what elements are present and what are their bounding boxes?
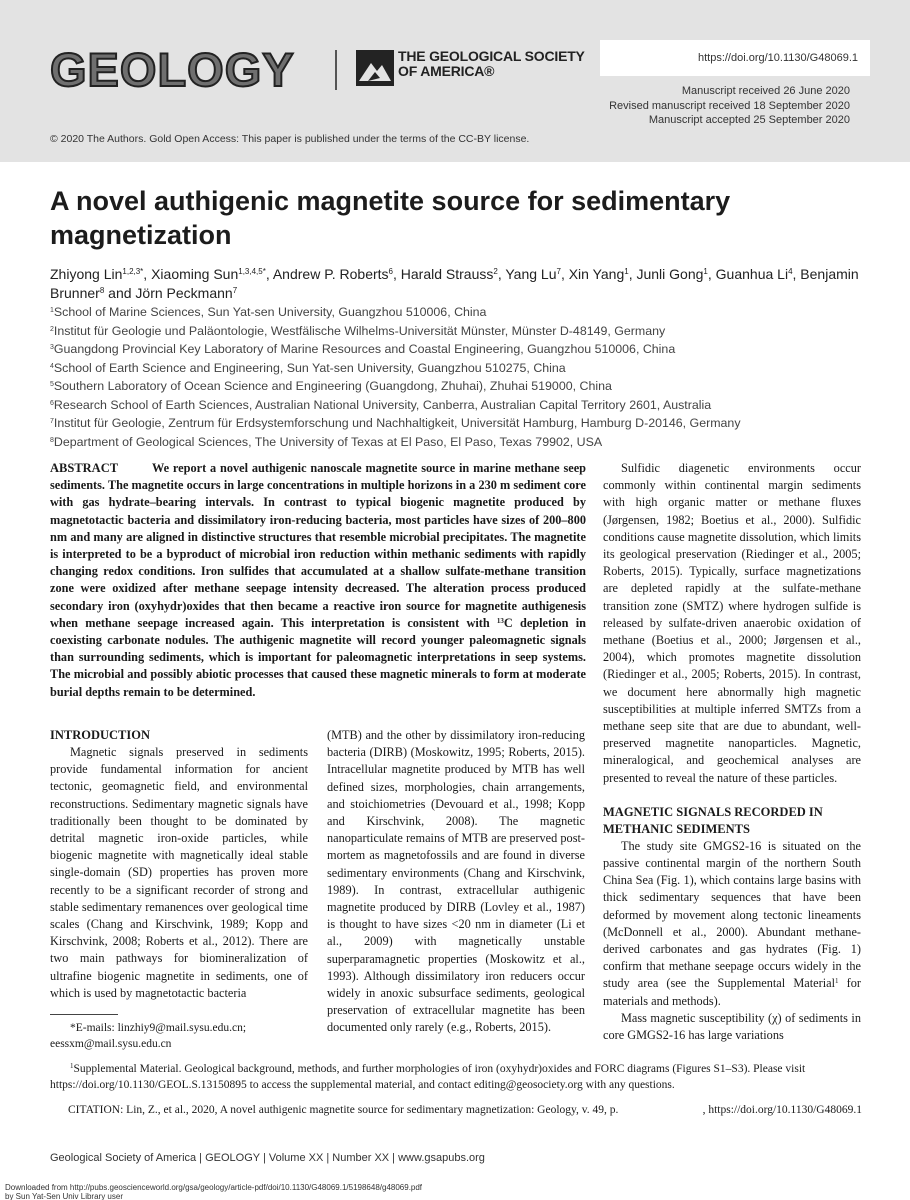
abstract-part-1: We report a novel authigenic nanoscale magnetite source in marine methane seep sediments. The magnetite occurs in large concentrations in multiple horizons in a 230 m sediment core with gas hydrate–bearing intervals. In contrast to typical biogenic magnetite produced by magnetotactic bacteria and dissimilatory iron-reducing bacteria, most particles have sizes of 200–800 nm and many are aligned in distinctive structures that resemble microbial precipitates. The magnetite is interpreted to be a byproduct of microbial iron reduction within methanic sediments with rapidly changing redox conditions. Iron sulfides that accumulated at a shallow sulfate-methane transition zone were oxidized after methane seepage intensity decreased. The alteration process produced secondary iron (oxyhydr)oxides that then became a reactive iron source for magnetite authigenesis when methane seepage increased again. This interpretation is consistent with [50,461,586,630]
author-separator: , [143,266,152,282]
author-name: Zhiyong Lin [50,266,123,282]
isotope-superscript: 13 [496,616,504,625]
author-separator: , [560,266,569,282]
received-date: Manuscript received 26 June 2020 [681,85,850,97]
author-affiliation-mark: 1,3,4,5* [238,267,266,276]
author-affiliation-mark: 7 [232,286,238,295]
affiliation-item [50,322,860,341]
affiliation-text: Southern Laboratory of Ocean Science and Engineering (Guangdong, Zhuhai), Zhuhai 519000, China [53,379,612,393]
author-affiliation-mark: 7 [556,267,561,276]
author-separator: and [104,285,136,301]
article-title: A novel authigenic magnetite source for sedimentary magnetization [50,186,731,250]
affiliation-item [50,377,860,396]
publisher-line-2: OF AMERICA® [398,63,495,79]
author-separator: , [497,266,506,282]
affiliation-text: Guangdong Provincial Key Laboratory of Marine Resources and Coastal Engineering, Guangzhou 510006, China [53,342,676,356]
intro-column-1 [50,727,308,1002]
magnetic-signals-heading: MAGNETIC SIGNALS RECORDED IN METHANIC SEDIMENTS [603,804,823,836]
download-line-2: by Sun Yat-Sen Univ Library user [5,1192,123,1200]
affiliation-number: 8 [50,436,54,444]
sulfidic-paragraph: Sulfidic diagenetic environments occur commonly within continental margin sediments with high organic matter or methane fluxes (Jørgensen, 1982; Boetius et al., 2000). Sulfidic conditions cause magnetite dissolution, which limits its geological preservation (Riedinger et al., 2005; Roberts, 2015). Typically, surface magnetizations are depleted rapidly at the sulfate-methane transition zone (SMTZ) where hydrogen sulfide is released by sulfate-driven anaerobic oxidation of methane (Boetius et al., 2000; Jørgensen et al., 2004), which promotes magnetite dissolution (Riedinger et al., 2005; Roberts, 2015). In contrast, we document here abnormally high magnetic susceptibilities at multiple inferred SMTZs from a methane seep site that are due to abundant, well-preserved magnetite nanoparticles. Magnetic, mineralogical, and geochemical analyses are presented to reveal the nature of these particles. [603,461,861,785]
download-notice [5,1183,422,1200]
accepted-date: Manuscript accepted 25 September 2020 [648,114,850,126]
author-affiliation-mark: 1 [703,267,708,276]
doi-box [600,40,870,76]
author-name: Xin Yang [568,266,625,282]
affiliation-number: 4 [50,362,54,370]
author-separator: , [393,266,401,282]
author-separator: , [265,266,273,282]
author-name: Harald Strauss [400,266,494,282]
publisher-name [398,49,585,79]
author-name: Xiaoming Sun [151,266,239,282]
affiliation-number: 3 [50,344,54,351]
affiliation-item [50,340,860,359]
author-name: Junli Gong [636,266,704,282]
author-separator: , [628,266,637,282]
supplemental-note-text: Supplemental Material. Geological background, methods, and further morphologies of iron (oxyhydr)oxides and FORC diagrams (Figures S1–S3). Please visit https://doi.org/10.1130/GEOL.S.13150895 to access the supplemental material, and contact editing@geosociety.org with any questions. [50,1063,806,1091]
author-separator: , [792,266,801,282]
manuscript-dates [609,84,850,128]
affiliation-list [50,303,860,451]
affiliation-number: 7 [50,418,54,425]
susceptibility-paragraph: Mass magnetic susceptibility (χ) of sediments in core GMGS2-16 has large variations [603,1010,861,1043]
affiliation-text: School of Marine Sciences, Sun Yat-sen University, Guangzhou 510006, China [53,305,487,319]
affiliation-text: Research School of Earth Sciences, Australian National University, Canberra, Australian Capital Territory 2601, Australia [53,397,712,412]
affiliation-item [50,414,860,433]
author-affiliation-mark: 2 [493,267,498,276]
supplemental-note-mark: 1 [70,1062,74,1070]
abstract-text [50,460,586,701]
author-name: Yang Lu [505,266,557,282]
affiliation-item [50,396,860,415]
intro-paragraph-continued: (MTB) and the other by dissimilatory iron-reducing bacteria (DIRB) (Moskowitz, 1995; Roberts, 2015). Intracellular magnetite produced by MTB has well defined sizes, morphologies, chain arrangements, and stoichiometries (Devouard et al., 1998; Kopp and Kirschvink, 2008). The magnetic nanoparticulate remains of MTB are preserved post-mortem as magnetofossils and are found in diverse sedimentary environments (Chang and Kirschvink, 1989). In contrast, extracellular authigenic magnetite produced by DIRB (Lovley et al., 1987) is thought to have sizes <20 nm in diameter (Li et al., 2009) with magnetically unstable superparamagnetic properties (Moskowitz et al., 1993). Although dissimilatory iron reducers occur widely in anoxic subsurface sediments, geological preservation of extracellular magnetite has been documented only rarely (e.g., Roberts, 2015). [327,728,585,1035]
author-list [50,265,860,303]
gsa-logo-icon [356,50,394,86]
affiliation-text: Institut für Geologie, Zentrum für Erdsystemforschung und Nachhaltigkeit, Universität Hamburg, Hamburg D-20146, Germany [53,416,741,430]
study-site-end: for materials and methods). [603,976,861,1008]
affiliation-text: Institut für Geologie und Paläontologie, Westfälische Wilhelms-Universität Münster, Münster D-48149, Germany [53,323,666,338]
author-affiliation-mark: 1,2,3* [122,267,144,276]
journal-footer: Geological Society of America | GEOLOGY | Volume XX | Number XX | www.gsapubs.org [50,1152,485,1164]
affiliation-text: Department of Geological Sciences, The University of Texas at El Paso, El Paso, Texas 79902, USA [53,434,603,449]
affiliation-number: 5 [50,381,54,388]
email-footnote: *E-mails: linzhiy9@mail.sysu.edu.cn; eessxm@mail.sysu.edu.cn [50,1022,247,1050]
author-name: Guanhua Li [715,266,789,282]
affiliation-item [50,359,860,378]
author-affiliation-mark: 6 [388,267,393,276]
license-notice: © 2020 The Authors. Gold Open Access: This paper is published under the terms of the CC-BY license. [50,133,530,145]
study-site-text: The study site GMGS2-16 is situated on the passive continental margin of the northern South China Sea (Fig. 1), which contains large basins with thick sedimentary sequences that have been deformed by movement along tectonic lineaments (McDonnell et al., 2000). Abundant methane-derived carbonates and gas hydrates (Fig. 1) confirm that methane seepage occurs widely in the study area (see the Supplemental Material [603,838,861,991]
author-affiliation-mark: 8 [99,286,105,295]
supplemental-ref: 1 [834,977,839,986]
author-name: Jörn Peckmann [135,285,233,301]
download-line-1: Downloaded from http://pubs.geoscienceworld.org/gsa/geology/article-pdf/doi/10.1130/G48069.1/5198648/g48069.pdf [5,1183,423,1192]
citation-doi[interactable]: , https://doi.org/10.1130/G48069.1 [702,1104,862,1116]
doi-link[interactable]: https://doi.org/10.1130/G48069.1 [697,52,858,64]
author-separator: , [707,266,716,282]
author-name: Benjamin Brunner [50,266,859,301]
introduction-heading: INTRODUCTION [50,728,151,742]
affiliation-text: School of Earth Science and Engineering, Sun Yat-sen University, Guangzhou 510275, China [53,360,566,375]
author-affiliation-mark: 4 [788,267,793,276]
journal-logo: GEOLOGY [50,43,295,96]
affiliation-number: 1 [50,307,54,314]
affiliation-item [50,433,860,452]
revised-date: Revised manuscript received 18 September 2020 [609,99,850,112]
intro-column-2 [327,727,585,1037]
affiliation-number: 6 [50,399,54,407]
logo-divider [335,50,337,90]
affiliation-item [50,303,860,322]
abstract-heading: ABSTRACT [50,461,119,475]
right-column [603,460,861,1044]
affiliation-number: 2 [50,325,54,333]
author-name: Andrew P. Roberts [272,266,389,282]
abstract-part-2: C depletion in coexisting carbonate nodules. The authigenic magnetite will record younger paleomagnetic signals than surrounding sediments, which is important for paleomagnetic interpretations in seep systems. The microbial and possibly abiotic processes that caused these magnetic minerals to form at moderate burial depths remain to be determined. [50,615,586,699]
citation-line: CITATION: Lin, Z., et al., 2020, A novel authigenic magnetite source for sedimentary magnetization: Geology, v. 49, p. [68,1104,619,1116]
intro-paragraph-1: Magnetic signals preserved in sediments provide fundamental information for ancient tectonic, geomagnetic field, and environmental reconstructions. Sedimentary magnetic signals have traditionally been thought to be dominated by detrital magnetic iron-oxide particles, while biogenic magnetite with magnetically ideal stable single-domain (SD) properties has proven more recently to be a significant recorder of strong and stable sedimentary remanences over geological time scales (Chang and Kirschvink, 1989; Kopp and Kirschvink, 2008; Roberts et al., 2012). There are two main pathways for biomineralization of ultrafine biogenic magnetite in sediments, one of which is used by magnetotactic bacteria [50,745,308,1000]
study-site-paragraph [603,838,861,1010]
footnote-rule [50,1014,118,1015]
author-affiliation-mark: 1 [624,267,629,276]
supplemental-footnote [50,1061,862,1093]
publisher-line-1: THE GEOLOGICAL SOCIETY [398,48,585,64]
